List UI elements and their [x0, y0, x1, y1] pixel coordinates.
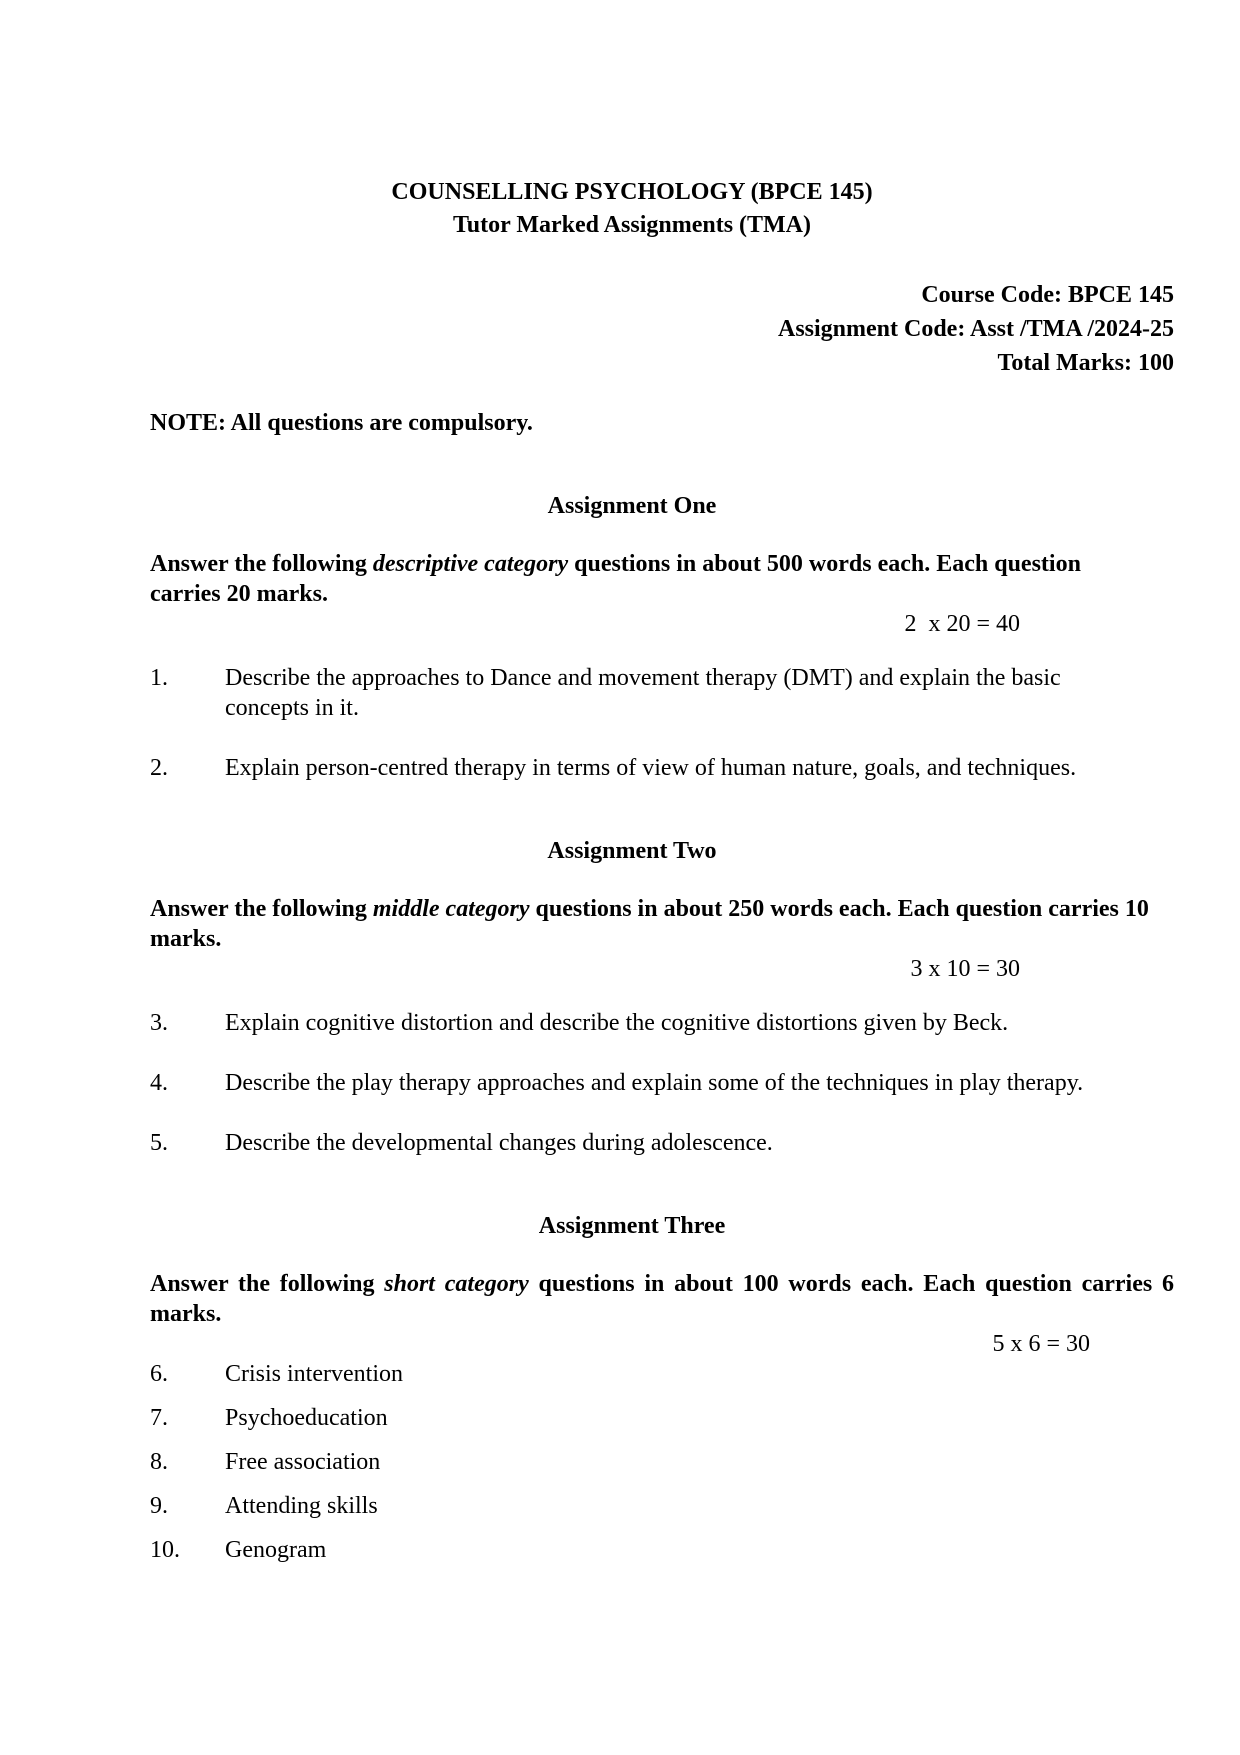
marks-formula: 2 x 20 = 40 [904, 611, 1020, 637]
question-row [150, 1359, 1174, 1389]
instruction-category-emphasis: descriptive category [372, 551, 569, 577]
question-number: 9. [150, 1493, 168, 1519]
question-text: Describe the approaches to Dance and movement therapy (DMT) and explain the basic concepts in it. [225, 665, 1061, 721]
question-text: Explain cognitive distortion and describe the cognitive distortions given by Beck. [225, 1010, 1009, 1036]
question-number: 8. [150, 1449, 168, 1475]
compulsory-note: NOTE: All questions are compulsory. [150, 410, 533, 436]
question-number: 7. [150, 1405, 168, 1431]
instruction-category-emphasis: middle category [372, 896, 530, 922]
course-title: COUNSELLING PSYCHOLOGY (BPCE 145) [391, 179, 873, 205]
question-number: 4. [150, 1070, 168, 1096]
marks-formula: 3 x 10 = 30 [910, 956, 1020, 982]
question-row [150, 663, 1174, 723]
instruction-text: Answer the following [150, 1271, 385, 1297]
question-text: Genogram [225, 1537, 327, 1563]
question-row [150, 1535, 1174, 1565]
question-row [150, 1128, 1174, 1158]
question-number: 5. [150, 1130, 168, 1156]
document-subtitle: Tutor Marked Assignments (TMA) [452, 212, 812, 238]
section-heading: Assignment Three [538, 1213, 726, 1239]
section-assignment-one [150, 490, 1174, 783]
question-number: 1. [150, 665, 168, 691]
question-text: Free association [225, 1449, 381, 1475]
section-assignment-three [150, 1210, 1174, 1565]
question-row [150, 1008, 1174, 1038]
section-heading: Assignment Two [547, 838, 717, 864]
question-number: 6. [150, 1361, 168, 1387]
question-number: 3. [150, 1010, 168, 1036]
section-instruction [150, 1269, 1174, 1329]
question-row [150, 1403, 1174, 1433]
instruction-category-emphasis: short category [384, 1271, 529, 1297]
instruction-text: questions in about 250 words each. Each question carries 10 marks. [150, 896, 1149, 952]
question-text: Describe the play therapy approaches and explain some of the techniques in play therapy. [225, 1070, 1084, 1096]
assignment-code: Assignment Code: Asst /TMA /2024-25 [777, 316, 1174, 342]
course-codes-block [150, 278, 1174, 380]
marks-formula: 5 x 6 = 30 [992, 1331, 1090, 1357]
question-row [150, 1447, 1174, 1477]
question-text: Attending skills [225, 1493, 378, 1519]
instruction-text: Answer the following [150, 896, 373, 922]
question-text: Explain person-centred therapy in terms of view of human nature, goals, and techniques. [225, 755, 1077, 781]
question-row [150, 1491, 1174, 1521]
document-header [150, 176, 1114, 242]
section-instruction [150, 549, 1140, 609]
question-row [150, 753, 1174, 783]
total-marks: Total Marks: 100 [997, 350, 1174, 376]
question-row [150, 1068, 1174, 1098]
course-code: Course Code: BPCE 145 [921, 282, 1174, 308]
question-text: Describe the developmental changes during adolescence. [225, 1130, 773, 1156]
question-text: Psychoeducation [225, 1405, 388, 1431]
question-number: 10. [150, 1537, 180, 1563]
instruction-text: questions in about 100 words each. Each question carries 6 marks. [150, 1271, 1174, 1327]
question-number: 2. [150, 755, 168, 781]
section-instruction [150, 894, 1165, 954]
instruction-text: questions in about 500 words each. Each question carries 20 marks. [150, 551, 1081, 607]
question-text: Crisis intervention [225, 1361, 403, 1387]
section-assignment-two [150, 835, 1174, 1158]
instruction-text: Answer the following [150, 551, 373, 577]
section-heading: Assignment One [547, 493, 717, 519]
